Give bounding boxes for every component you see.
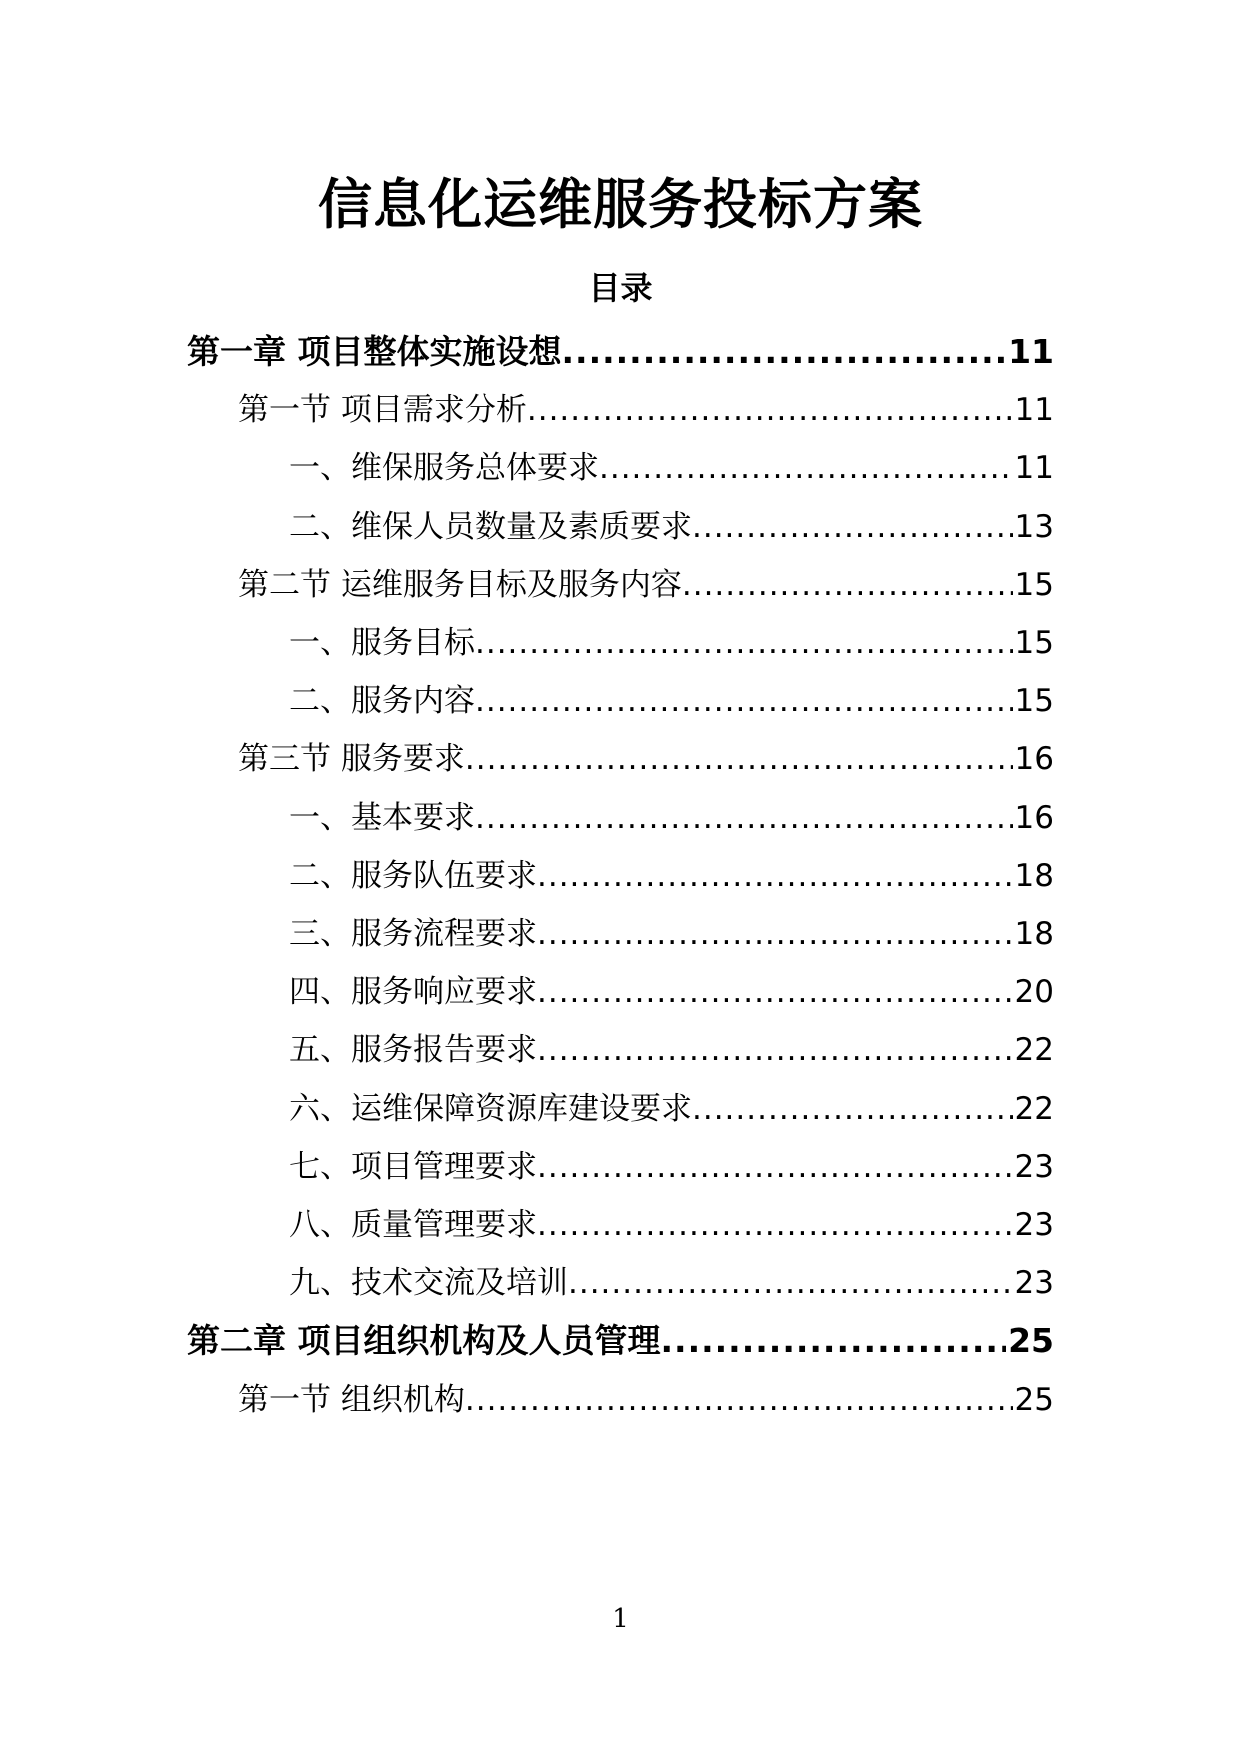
toc-entry[interactable] bbox=[289, 1258, 1054, 1308]
toc-leader-dots bbox=[537, 1200, 1013, 1250]
toc-entry-page: 22 bbox=[1014, 1090, 1054, 1127]
toc-entry-label: 第二章 项目组织机构及人员管理 bbox=[187, 1321, 661, 1361]
page-number: 1 bbox=[612, 1604, 629, 1634]
toc-entry-label: 八、质量管理要求 bbox=[289, 1207, 537, 1243]
toc-entry-label: 二、服务队伍要求 bbox=[289, 857, 537, 894]
toc-entry-label: 第一节 组织机构 bbox=[238, 1381, 465, 1418]
toc-entry-page: 11 bbox=[1014, 450, 1054, 487]
toc-leader-dots bbox=[475, 676, 1013, 726]
toc-entry-label: 一、维保服务总体要求 bbox=[289, 450, 599, 487]
toc-entry[interactable] bbox=[238, 734, 1054, 784]
toc-leader-dots bbox=[562, 327, 1007, 377]
toc-entry-page: 15 bbox=[1014, 625, 1054, 661]
toc-heading: 目录 bbox=[588, 269, 653, 307]
toc-entry-label: 二、维保人员数量及素质要求 bbox=[289, 508, 692, 545]
toc-entry[interactable] bbox=[289, 967, 1054, 1017]
toc-entry-label: 四、服务响应要求 bbox=[289, 974, 537, 1011]
toc-leader-dots bbox=[537, 909, 1013, 959]
toc-entry-label: 三、服务流程要求 bbox=[289, 916, 537, 952]
toc-entry-page: 11 bbox=[1008, 332, 1054, 371]
toc-entry[interactable] bbox=[289, 851, 1054, 901]
toc-leader-dots bbox=[475, 793, 1013, 843]
toc-entry-page: 16 bbox=[1014, 799, 1054, 836]
document-title: 信息化运维服务投标方案 bbox=[318, 173, 923, 236]
toc-entry-label: 六、运维保障资源库建设要求 bbox=[289, 1090, 692, 1127]
toc-entry-label: 九、技术交流及培训 bbox=[289, 1265, 568, 1302]
toc-leader-dots bbox=[537, 1142, 1013, 1192]
toc-leader-dots bbox=[692, 502, 1013, 552]
toc-entry[interactable] bbox=[289, 1142, 1054, 1192]
toc-entry-page: 16 bbox=[1014, 741, 1054, 778]
toc-entry-page: 22 bbox=[1014, 1032, 1054, 1069]
toc-entry-page: 15 bbox=[1014, 683, 1054, 720]
toc-entry[interactable] bbox=[238, 385, 1054, 435]
toc-entry-page: 11 bbox=[1014, 392, 1054, 429]
toc-entry-page: 13 bbox=[1014, 508, 1054, 545]
toc-entry-page: 25 bbox=[1014, 1381, 1054, 1418]
toc-entry[interactable] bbox=[289, 502, 1054, 552]
toc-entry[interactable] bbox=[289, 618, 1054, 668]
toc-leader-dots bbox=[537, 851, 1013, 901]
toc-entry[interactable] bbox=[289, 1025, 1054, 1075]
toc-entry-page: 18 bbox=[1014, 857, 1054, 894]
toc-entry[interactable] bbox=[289, 793, 1054, 843]
toc-leader-dots bbox=[527, 385, 1013, 435]
toc-leader-dots bbox=[661, 1316, 1007, 1366]
toc-entry[interactable] bbox=[187, 327, 1054, 377]
toc-entry[interactable] bbox=[238, 1375, 1054, 1425]
toc-leader-dots bbox=[465, 1375, 1013, 1425]
toc-leader-dots bbox=[537, 967, 1013, 1017]
toc-entry-label: 七、项目管理要求 bbox=[289, 1148, 537, 1185]
toc-entry[interactable] bbox=[289, 443, 1054, 493]
toc-entry-page: 18 bbox=[1014, 916, 1054, 952]
toc-entry-page: 25 bbox=[1008, 1321, 1054, 1361]
toc-entry-label: 二、服务内容 bbox=[289, 683, 475, 720]
toc-leader-dots bbox=[568, 1258, 1013, 1308]
toc-entry[interactable] bbox=[289, 1200, 1054, 1250]
toc-leader-dots bbox=[475, 618, 1013, 668]
toc-leader-dots bbox=[692, 1084, 1013, 1134]
toc-entry-page: 15 bbox=[1014, 566, 1054, 603]
toc-entry[interactable] bbox=[187, 1316, 1054, 1366]
toc-leader-dots bbox=[465, 734, 1013, 784]
toc-entry-label: 一、服务目标 bbox=[289, 625, 475, 661]
toc-entry-label: 一、基本要求 bbox=[289, 799, 475, 836]
toc-entry[interactable] bbox=[238, 560, 1054, 610]
toc-entry-page: 20 bbox=[1014, 974, 1054, 1011]
toc-leader-dots bbox=[537, 1025, 1013, 1075]
toc-entry[interactable] bbox=[289, 909, 1054, 959]
toc-leader-dots bbox=[599, 443, 1013, 493]
toc-entry-label: 第三节 服务要求 bbox=[238, 741, 465, 778]
toc-entry-label: 第二节 运维服务目标及服务内容 bbox=[238, 566, 682, 603]
toc-entry-label: 第一节 项目需求分析 bbox=[238, 392, 527, 429]
toc-entry-page: 23 bbox=[1014, 1265, 1054, 1302]
toc-entry-page: 23 bbox=[1014, 1207, 1054, 1243]
toc-entry-page: 23 bbox=[1014, 1148, 1054, 1185]
toc-entry-label: 五、服务报告要求 bbox=[289, 1032, 537, 1069]
toc-entry-label: 第一章 项目整体实施设想 bbox=[187, 332, 562, 371]
toc-entry[interactable] bbox=[289, 1084, 1054, 1134]
toc-entry[interactable] bbox=[289, 676, 1054, 726]
toc-leader-dots bbox=[682, 560, 1013, 610]
